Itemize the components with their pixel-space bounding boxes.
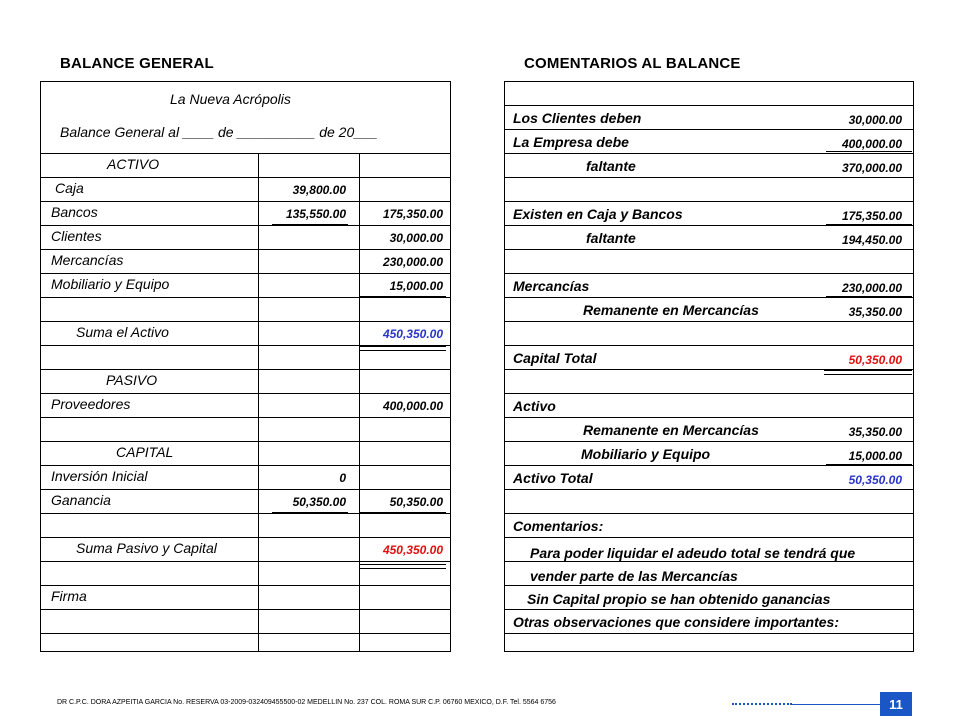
footer-dotted-rule <box>732 703 792 705</box>
ganancia-value: 50,350.00 <box>292 495 346 509</box>
suma-activo-total: 450,350.00 <box>382 327 443 341</box>
existen-value: 175,350.00 <box>841 209 902 223</box>
balance-subtitle: Balance General al ____ de __________ de 20___ <box>60 124 378 140</box>
comment-line-1: Para poder liquidar el adeudo total se tendrá que <box>530 545 856 561</box>
mobiliario-comment-value: 15,000.00 <box>848 449 902 463</box>
activo-comment-label: Activo <box>513 398 556 414</box>
comment-line-4: Otras observaciones que considere importantes: <box>513 614 839 630</box>
proveedores-label: Proveedores <box>51 396 131 412</box>
remanente1-value: 35,350.00 <box>848 305 902 319</box>
capital-total-value: 50,350.00 <box>848 353 902 367</box>
company-name: La Nueva Acrópolis <box>170 91 291 107</box>
inversion-value: 0 <box>339 471 346 485</box>
bancos-label: Bancos <box>51 204 98 220</box>
mobiliario-comment-label: Mobiliario y Equipo <box>581 446 711 462</box>
faltante2-label: faltante <box>586 230 636 246</box>
empresa-debe-label: La Empresa debe <box>513 134 629 150</box>
existen-label: Existen en Caja y Bancos <box>513 206 683 222</box>
footer-rule <box>792 704 880 705</box>
faltante2-value: 194,450.00 <box>841 233 902 247</box>
mobiliario-label: Mobiliario y Equipo <box>51 276 170 292</box>
faltante1-label: faltante <box>586 158 636 174</box>
bancos-value: 135,550.00 <box>285 207 346 221</box>
firma-label: Firma <box>51 588 87 604</box>
ganancia-label: Ganancia <box>51 492 111 508</box>
mercancias-comment-label: Mercancías <box>513 278 590 294</box>
faltante1-value: 370,000.00 <box>841 161 902 175</box>
suma-pasivo-total: 450,350.00 <box>382 543 443 557</box>
remanente2-label: Remanente en Mercancías <box>583 422 759 438</box>
comment-line-3: Sin Capital propio se han obtenido ganancias <box>527 591 831 607</box>
capital-total-label: Capital Total <box>513 350 597 366</box>
clientes-total: 30,000.00 <box>389 231 443 245</box>
clientes-label: Clientes <box>51 228 102 244</box>
caja-value: 39,800.00 <box>292 183 346 197</box>
proveedores-total: 400,000.00 <box>382 399 443 413</box>
empresa-debe-value: 400,000.00 <box>841 137 902 151</box>
footer-credits: DR C.P.C. DORA AZPEITIA GARCIA No. RESERVA 03-2009-032409455500-02 MEDELLIN No. 237 COL. ROMA SUR C.P. 06760 MEXICO, D.F. Tel. 5564 6756 <box>57 699 556 706</box>
clientes-deben-label: Los Clientes deben <box>513 110 642 126</box>
inversion-label: Inversión Inicial <box>51 468 148 484</box>
capital-header: CAPITAL <box>116 444 174 460</box>
comentarios-label: Comentarios: <box>513 518 604 534</box>
remanente1-label: Remanente en Mercancías <box>583 302 759 318</box>
clientes-deben-value: 30,000.00 <box>848 113 902 127</box>
activo-total-value: 50,350.00 <box>848 473 902 487</box>
suma-pasivo-label: Suma Pasivo y Capital <box>76 540 217 556</box>
caja-label: Caja <box>55 180 84 196</box>
comment-line-2: vender parte de las Mercancías <box>530 568 738 584</box>
page-number-badge: 11 <box>880 692 912 716</box>
activo-header: ACTIVO <box>107 156 160 172</box>
suma-activo-label: Suma el Activo <box>76 324 169 340</box>
mobiliario-total: 15,000.00 <box>389 279 443 293</box>
comments-heading: COMENTARIOS AL BALANCE <box>524 55 741 72</box>
mercancias-comment-value: 230,000.00 <box>841 281 902 295</box>
mercancias-label: Mercancías <box>51 252 124 268</box>
bancos-total: 175,350.00 <box>382 207 443 221</box>
remanente2-value: 35,350.00 <box>848 425 902 439</box>
pasivo-header: PASIVO <box>106 372 158 388</box>
mercancias-total: 230,000.00 <box>382 255 443 269</box>
activo-total-label: Activo Total <box>513 470 593 486</box>
balance-heading: BALANCE GENERAL <box>60 55 214 72</box>
ganancia-total: 50,350.00 <box>389 495 443 509</box>
